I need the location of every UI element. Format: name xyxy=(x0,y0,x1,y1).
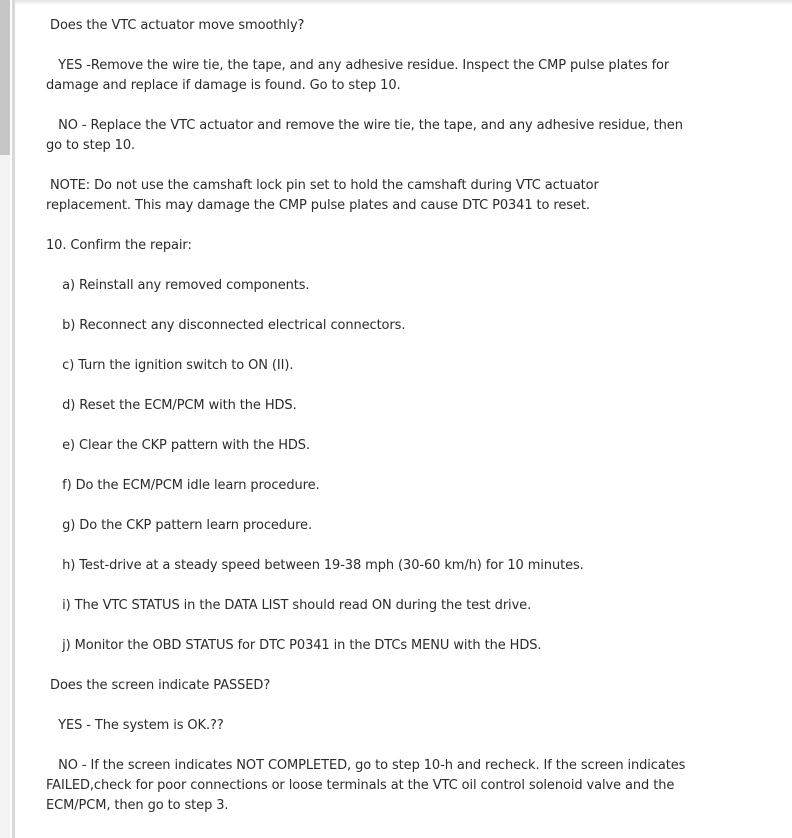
content-left-border xyxy=(12,0,15,838)
question-screen-passed: Does the screen indicate PASSED? xyxy=(46,678,271,693)
step-10-heading: 10. Confirm the repair: xyxy=(46,238,192,253)
step-10-e: e) Clear the CKP pattern with the HDS. xyxy=(46,438,310,453)
document-body xyxy=(46,16,690,816)
step-10-d: d) Reset the ECM/PCM with the HDS. xyxy=(46,398,297,413)
step-10-b: b) Reconnect any disconnected electrical connectors. xyxy=(46,318,406,333)
step-10-h: h) Test-drive at a steady speed between 19-38 mph (30-60 km/h) for 10 minutes. xyxy=(46,558,584,573)
scrollbar-track[interactable] xyxy=(0,0,10,838)
step-10-g: g) Do the CKP pattern learn procedure. xyxy=(46,518,312,533)
step-10-f: f) Do the ECM/PCM idle learn procedure. xyxy=(46,478,320,493)
note-camshaft-lock-pin: NOTE: Do not use the camshaft lock pin set to hold the camshaft during VTC actuator replacement. This may damage the CMP pulse plates and cause DTC P0341 to reset. xyxy=(46,178,603,213)
answer-no-recheck: NO - If the screen indicates NOT COMPLETED, go to step 10-h and recheck. If the screen indicates FAILED,check for poor connections or loose terminals at the VTC oil control solenoid valve and the ECM/PCM, then go to step 3. xyxy=(46,758,690,813)
step-10-i: i) The VTC STATUS in the DATA LIST should read ON during the test drive. xyxy=(46,598,532,613)
step-10-a: a) Reinstall any removed components. xyxy=(46,278,310,293)
answer-yes-system-ok: YES - The system is OK.?? xyxy=(46,718,224,733)
top-shadow xyxy=(15,0,792,5)
step-10-j: j) Monitor the OBD STATUS for DTC P0341 in the DTCs MENU with the HDS. xyxy=(46,638,542,653)
answer-yes-step-10: YES -Remove the wire tie, the tape, and any adhesive residue. Inspect the CMP pulse plates for damage and replace if damage is found. Go to step 10. xyxy=(46,58,674,93)
answer-no-replace-actuator: NO - Replace the VTC actuator and remove the wire tie, the tape, and any adhesive residue, then go to step 10. xyxy=(46,118,687,153)
question-vtc-actuator: Does the VTC actuator move smoothly? xyxy=(46,18,305,33)
step-10-c: c) Turn the ignition switch to ON (II). xyxy=(46,358,294,373)
scrollbar-thumb[interactable] xyxy=(0,0,10,155)
